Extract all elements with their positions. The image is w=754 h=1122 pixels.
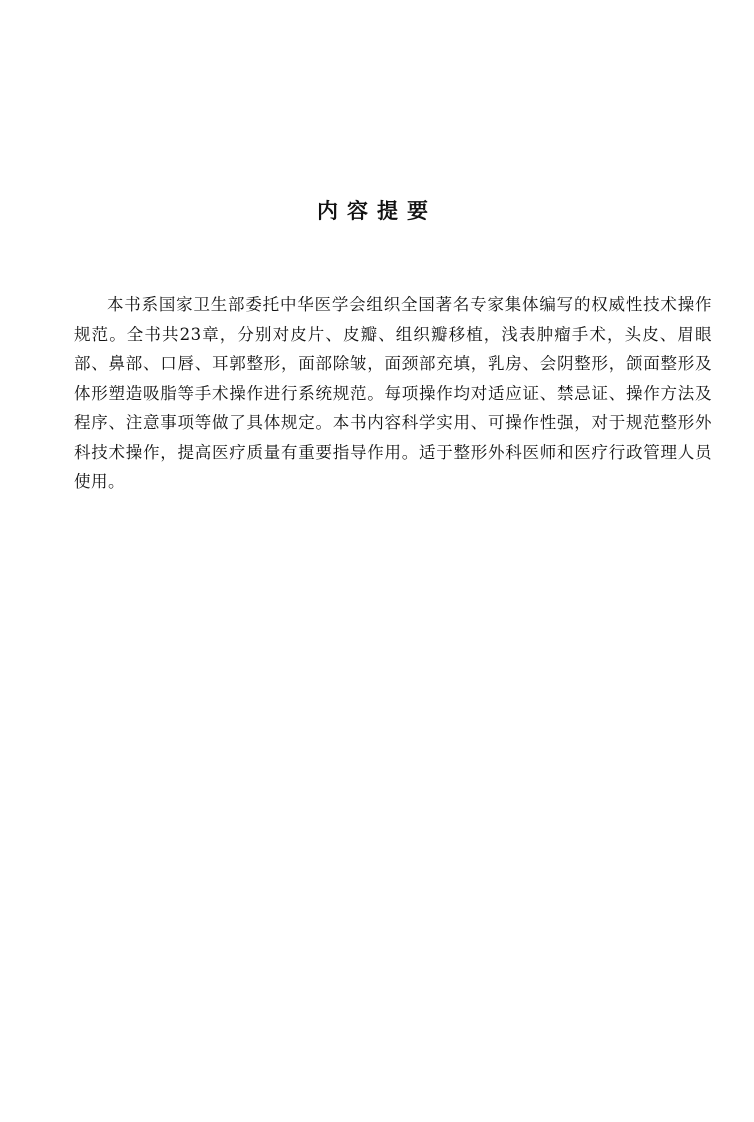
summary-paragraph: 本书系国家卫生部委托中华医学会组织全国著名专家集体编写的权威性技术操作规范。全书共23章，分别对皮片、皮瓣、组织瓣移植，浅表肿瘤手术，头皮、眉眼部、鼻部、口唇、耳郭整形，面部除皱，面颈部充填，乳房、会阴整形，颌面整形及体形塑造吸脂等手术操作进行系统规范。每项操作均对适应证、禁忌证、操作方法及程序、注意事项等做了具体规定。本书内容科学实用、可操作性强，对于规范整形外科技术操作，提高医疗质量有重要指导作用。适于整形外科医师和医疗行政管理人员使用。 — [74, 295, 712, 491]
page-title: 内容提要 — [317, 199, 437, 223]
